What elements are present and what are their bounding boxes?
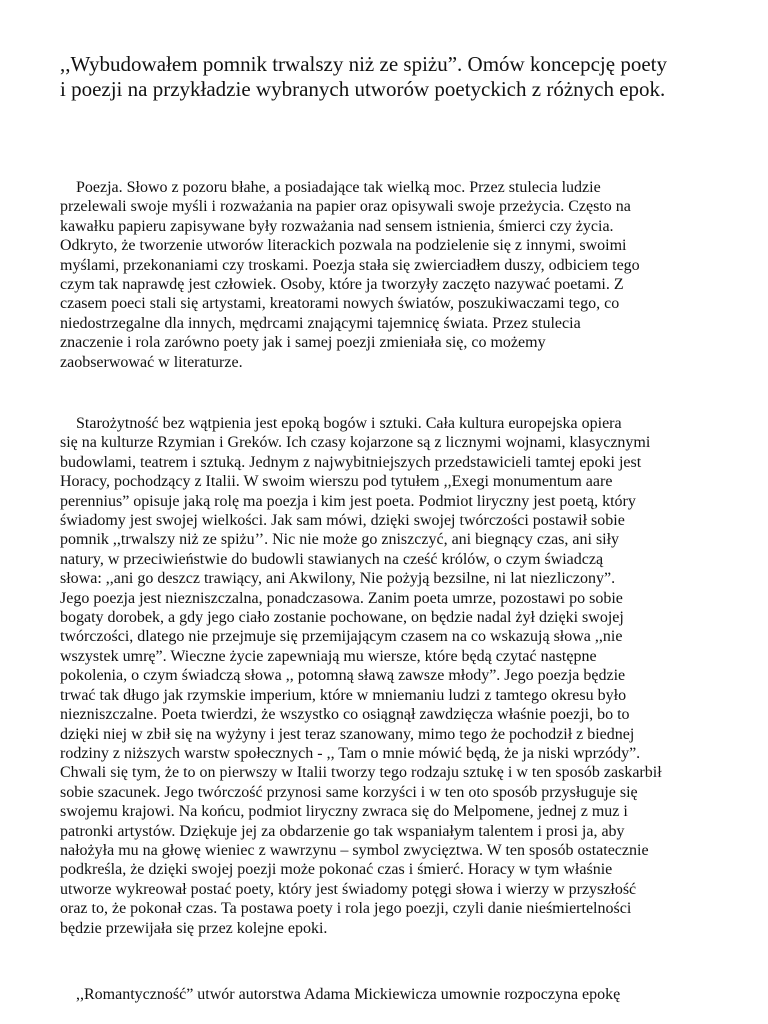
paragraph-line: oraz to, że pokonał czas. Ta postawa poety i rola jego poezji, czyli danie nieśmiertelności xyxy=(60,900,632,918)
paragraph-line: świadomy jest swojej wielkości. Jak sam mówi, dzięki swojej twórczości postawił sobie xyxy=(60,512,625,530)
paragraph-romanticism xyxy=(60,985,750,1004)
paragraph-line: niezniszczalne. Poeta twierdzi, że wszystko co osiągnął zawdzięcza właśnie poezji, bo to xyxy=(60,706,630,724)
paragraph-line: Starożytność bez wątpienia jest epoką bogów i sztuki. Cała kultura europejska opiera xyxy=(60,415,622,432)
paragraph-line: Chwali się tym, że to on pierwszy w Italii tworzy tego rodzaju sztukę i w ten sposób zaskarbił xyxy=(60,764,662,782)
paragraph-line: kawałku papieru zapisywane były rozważania nad sensem istnienia, śmierci czy życia. xyxy=(60,217,614,235)
paragraph-line: utworze wykreował postać poety, który jest świadomy potęgi słowa i wierzy w przyszłość xyxy=(60,880,637,898)
paragraph-line: budowlami, teatrem i sztuką. Jednym z najwybitniejszych przedstawicieli tamtej epoki jest xyxy=(60,453,642,471)
paragraph-line: myślami, przekonaniami czy troskami. Poezja stała się zwierciadłem duszy, odbiciem tego xyxy=(60,256,640,274)
paragraph-introduction xyxy=(60,178,750,372)
essay-title xyxy=(60,52,750,102)
paragraph-line: ,,Romantyczność” utwór autorstwa Adama Mickiewicza umownie rozpoczyna epokę xyxy=(60,986,621,1003)
paragraph-antiquity xyxy=(60,414,750,938)
paragraph-line: bogaty dorobek, a gdy jego ciało zostanie pochowane, on będzie nadal żył dzięki swojej xyxy=(60,609,624,627)
title-line: ,,Wybudowałem pomnik trwalszy niż ze spiżu”. Omów koncepcję poety xyxy=(60,52,667,76)
paragraph-line: twórczości, dlatego nie przejmuje się przemijającym czasem na co wskazują słowa ,,nie xyxy=(60,628,623,646)
paragraph-line: rodziny z niższych warstw społecznych - ,, Tam o mnie mówić będą, że ja niski wprzódy”. xyxy=(60,744,641,762)
paragraph-line: Jego poezja jest niezniszczalna, ponadczasowa. Zanim poeta umrze, pozostawi po sobie xyxy=(60,589,623,607)
paragraph-line: będzie przewijała się przez kolejne epoki. xyxy=(60,919,328,937)
title-line: i poezji na przykładzie wybranych utworów poetyckich z różnych epok. xyxy=(60,77,666,101)
paragraph-line: się na kulturze Rzymian i Greków. Ich czasy kojarzone są z licznymi wojnami, klasycznymi xyxy=(60,434,651,452)
paragraph-line: Horacy, pochodzący z Italii. W swoim wierszu pod tytułem ,,Exegi monumentum aare xyxy=(60,473,613,491)
paragraph-line: nałożyła mu na głowę wieniec z wawrzynu – symbol zwycięztwa. W ten sposób ostatecznie xyxy=(60,841,649,859)
paragraph-line: Odkryto, że tworzenie utworów literackich pozwala na podzielenie się z innymi, swoimi xyxy=(60,237,627,255)
paragraph-line: Poezja. Słowo z pozoru błahe, a posiadające tak wielką moc. Przez stulecia ludzie xyxy=(60,179,601,196)
paragraph-line: pokolenia, o czym świadczą słowa ,, potomną sławą zawsze młody”. Jego poezja będzie xyxy=(60,667,626,685)
paragraph-line: swojemu krajowi. Na końcu, podmiot liryczny zwraca się do Melpomene, jednej z muz i xyxy=(60,803,628,821)
paragraph-line: sobie szacunek. Jego twórczość przynosi same korzyści i w ten oto sposób przysługuje się xyxy=(60,783,638,801)
paragraph-line: czym tak naprawdę jest człowiek. Osoby, które ja tworzyły zaczęto nazywać poetami. Z xyxy=(60,276,624,294)
paragraph-line: natury, w przeciwieństwie do budowli stawianych na cześć królów, o czym świadczą xyxy=(60,550,604,568)
paragraph-line: perennius” opisuje jaką rolę ma poezja i kim jest poeta. Podmiot liryczny jest poetą, który xyxy=(60,492,636,510)
paragraph-line: znaczenie i rola zarówno poety jak i samej poezji zmieniała się, co możemy xyxy=(60,334,546,352)
paragraph-line: trwać tak długo jak rzymskie imperium, które w mniemaniu ludzi z tamtego okresu było xyxy=(60,686,627,704)
paragraph-line: słowa: ,,ani go deszcz trawiący, ani Akwilony, Nie pożyją bezsilne, ni lat niezliczony”. xyxy=(60,570,616,588)
paragraph-line: pomnik ,,trwalszy niż ze spiżu’’. Nic nie może go zniszczyć, ani biegnący czas, ani siły xyxy=(60,531,620,549)
paragraph-line: podkreśla, że dzięki swojej poezji może pokonać czas i śmierć. Horacy w tym właśnie xyxy=(60,861,613,879)
paragraph-line: wszystek umrę”. Wieczne życie zapewniają mu wiersze, które będą czytać następne xyxy=(60,647,597,665)
paragraph-line: niedostrzegalne dla innych, mędrcami znającymi tajemnicę świata. Przez stulecia xyxy=(60,314,581,332)
paragraph-line: czasem poeci stali się artystami, kreatorami nowych światów, poszukiwaczami tego, co xyxy=(60,295,620,313)
paragraph-line: przelewali swoje myśli i rozważania na papier oraz opisywali swoje przeżycia. Często na xyxy=(60,198,631,216)
paragraph-line: patronki artystów. Dziękuje jej za obdarzenie go tak wspaniałym talentem i prosi ja, aby xyxy=(60,822,625,840)
paragraph-line: zaobserwować w literaturze. xyxy=(60,353,243,371)
paragraph-line: dzięki niej w zbił się na wyżyny i jest teraz szanowany, mimo tego że pochodził z biednej xyxy=(60,725,635,743)
